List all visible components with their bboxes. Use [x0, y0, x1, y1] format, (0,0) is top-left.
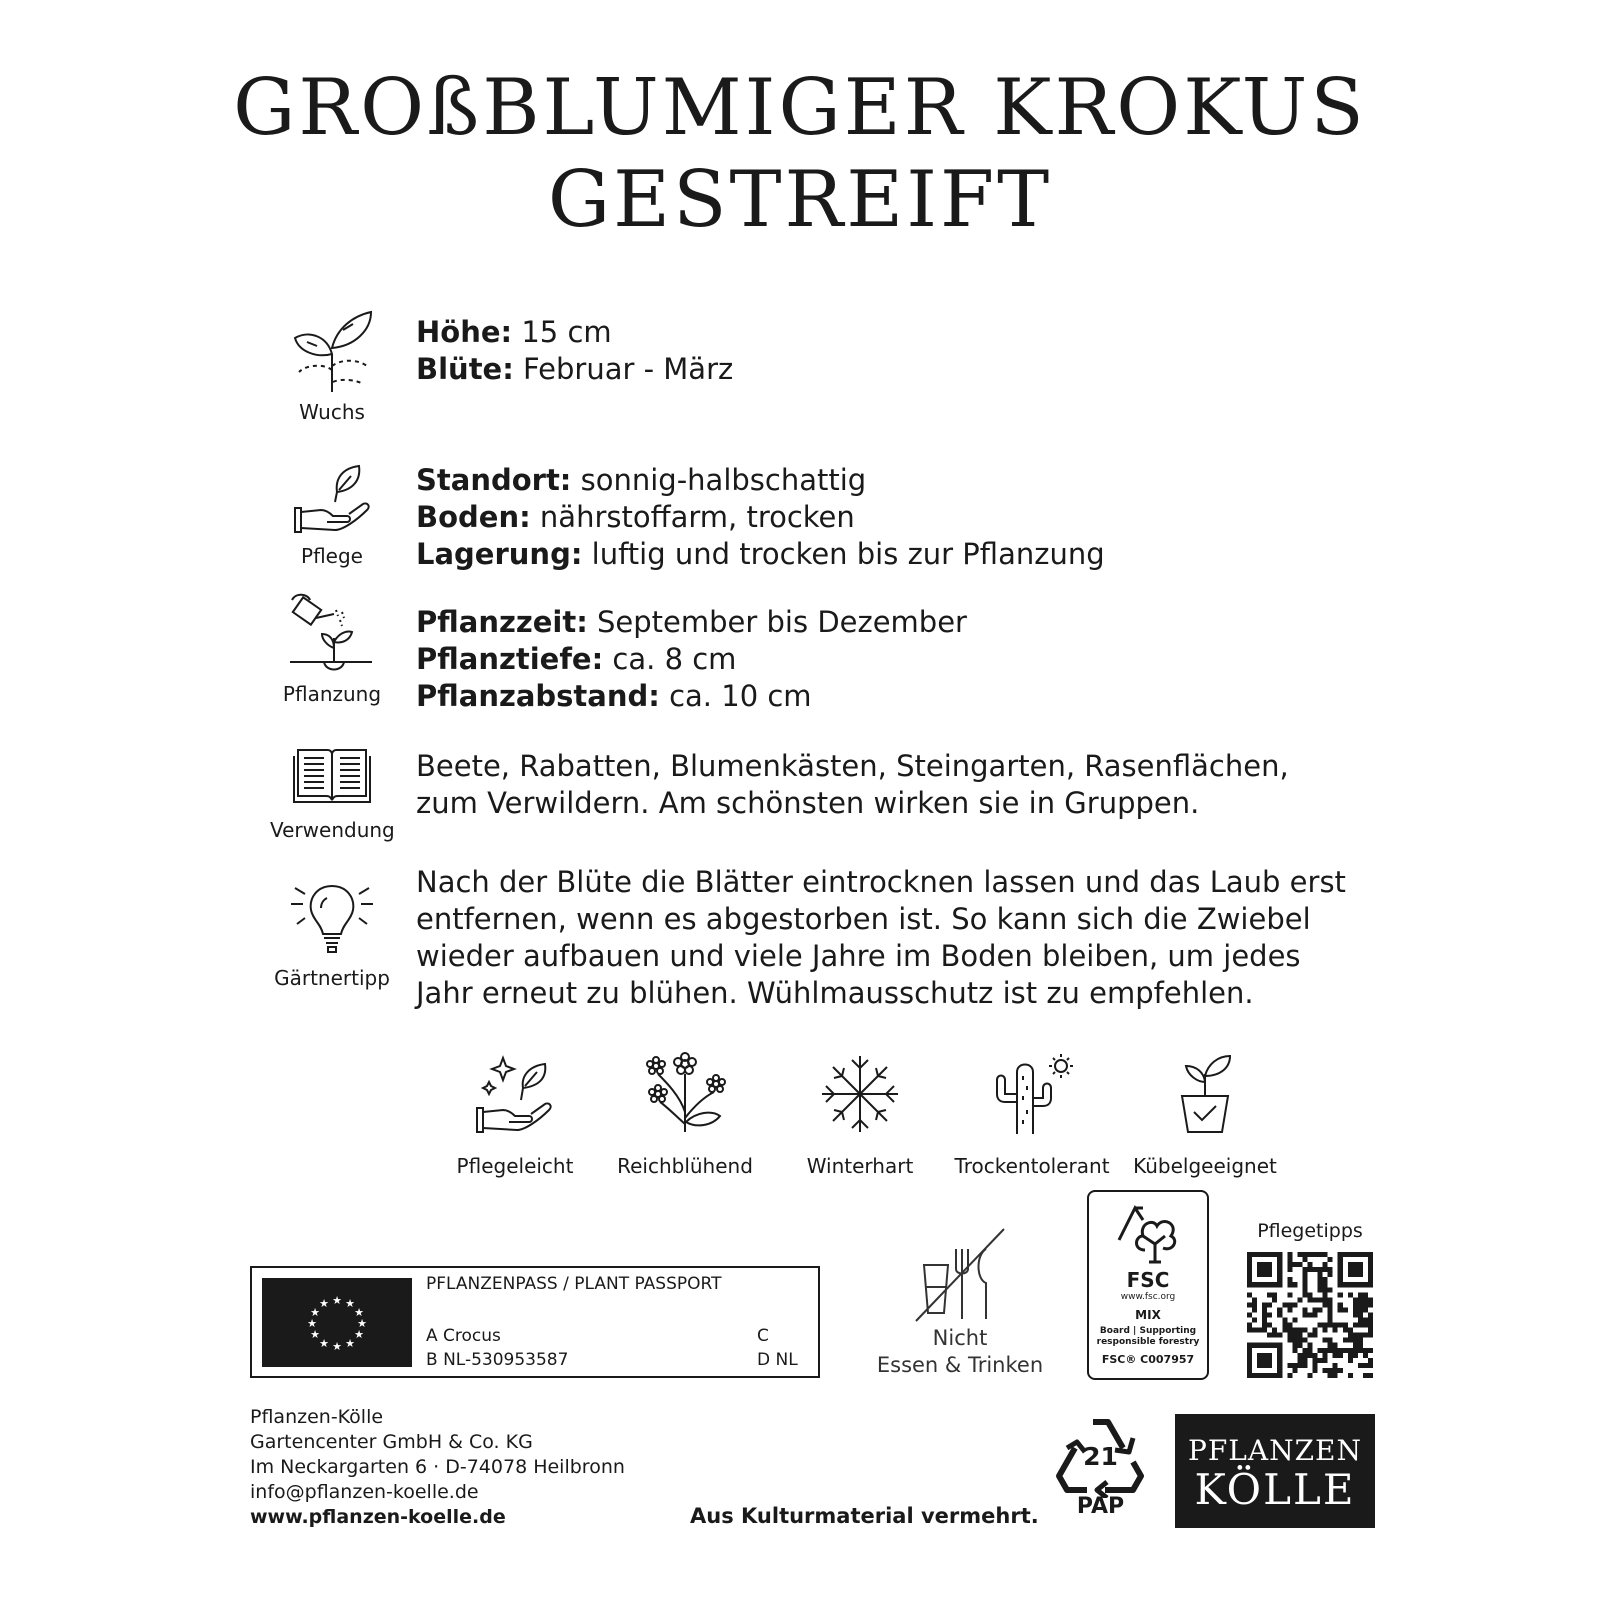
eu-flag-icon	[262, 1278, 412, 1367]
recycle-number: 21	[1083, 1442, 1118, 1471]
info-value: ca. 10 cm	[659, 679, 812, 713]
svg-text:★: ★	[345, 1337, 355, 1350]
info-value: September bis Dezember	[587, 605, 967, 639]
recycling-mark	[1053, 1412, 1148, 1519]
address-line-1: Pflanzen-Kölle	[250, 1406, 384, 1428]
section-paragraph: Nach der Blüte die Blätter eintrocknen lassen und das Laub erst entfernen, wenn es abgestorben ist. So kann sich die Zwiebel wieder aufbauen und viele Jahre im Boden bleiben, um jedes Jahr erneut zu blühen. Wühlmausschutz ist zu empfehlen.	[416, 865, 1346, 1010]
passport-d: D NL	[757, 1350, 798, 1370]
feature-label: Winterhart	[806, 1154, 914, 1178]
fsc-desc-1: Board | Supporting	[1099, 1326, 1197, 1336]
fsc-mix: MIX	[1135, 1308, 1161, 1322]
feature-kuebelgeeignet	[1120, 1052, 1290, 1178]
flowers-icon	[640, 1052, 730, 1136]
svg-text:★: ★	[319, 1337, 329, 1350]
title-line-2: GESTREIFT	[547, 155, 1053, 245]
section-label: Verwendung	[270, 818, 395, 842]
section-label: Wuchs	[299, 400, 365, 424]
info-key: Pflanztiefe:	[416, 642, 604, 676]
qr-label: Pflegetipps	[1257, 1220, 1363, 1242]
section-label: Gärtnertipp	[274, 966, 390, 990]
passport-c: C	[757, 1326, 769, 1346]
logo-line-2: KÖLLE	[1194, 1465, 1356, 1514]
no-food-drink-icon	[912, 1225, 1008, 1325]
section-text	[416, 462, 1356, 573]
not-edible-line-1: Nicht	[932, 1326, 988, 1350]
info-line	[416, 351, 1356, 388]
section-icon-wrap	[270, 462, 394, 568]
sparkle-hand-leaf-icon	[473, 1052, 557, 1136]
section-label: Pflege	[301, 544, 363, 568]
passport-title: PFLANZENPASS / PLANT PASSPORT	[426, 1274, 722, 1294]
title-line-1: GROßBLUMIGER KROKUS	[233, 63, 1367, 153]
info-line	[416, 314, 1356, 351]
hand-leaf-icon	[287, 462, 377, 538]
watering-can-icon	[286, 592, 378, 682]
svg-text:★: ★	[332, 1340, 342, 1353]
feature-label: Pflegeleicht	[456, 1154, 574, 1178]
recycle-code: PAP	[1076, 1494, 1125, 1519]
company-address	[250, 1405, 625, 1530]
light-bulb-icon	[287, 880, 377, 956]
svg-text:★: ★	[357, 1317, 367, 1330]
address-email[interactable]: info@pflanzen-koelle.de	[250, 1481, 479, 1503]
section-text	[416, 604, 1356, 715]
fsc-desc-2: responsible forestry	[1096, 1337, 1200, 1347]
svg-text:★: ★	[354, 1328, 364, 1341]
feature-pflegeleicht	[430, 1052, 600, 1178]
info-value: sonnig-halbschattig	[571, 463, 867, 497]
cactus-sun-icon	[987, 1052, 1077, 1136]
info-value: nährstoffarm, trocken	[530, 500, 855, 534]
svg-text:★: ★	[307, 1317, 317, 1330]
feature-label: Reichblühend	[617, 1154, 753, 1178]
brand-logo	[1175, 1414, 1375, 1528]
section-label: Pflanzung	[282, 682, 382, 706]
info-line	[416, 678, 1356, 715]
open-book-icon	[292, 744, 372, 806]
info-line	[416, 604, 1356, 641]
not-edible-line-2: Essen & Trinken	[876, 1353, 1044, 1377]
eu-stars-icon	[262, 1278, 412, 1367]
svg-text:★: ★	[354, 1306, 364, 1319]
svg-text:★: ★	[332, 1294, 342, 1307]
section-icon-wrap	[270, 308, 394, 424]
qr-block	[1245, 1220, 1375, 1378]
address-line-3: Im Neckargarten 6 · D-74078 Heilbronn	[250, 1456, 625, 1478]
feature-winterhart	[775, 1052, 945, 1178]
section-icon-wrap	[270, 880, 394, 990]
info-key: Höhe:	[416, 315, 513, 349]
qr-code-icon[interactable]	[1247, 1252, 1373, 1378]
info-key: Pflanzzeit:	[416, 605, 588, 639]
section-icon-wrap	[270, 592, 394, 706]
fsc-label	[1087, 1190, 1209, 1380]
info-key: Lagerung:	[416, 537, 583, 571]
not-edible-notice	[865, 1225, 1055, 1379]
info-key: Blüte:	[416, 352, 514, 386]
plant-growth-icon	[287, 308, 377, 394]
passport-a: A Crocus	[426, 1326, 501, 1346]
section-text	[416, 314, 1356, 388]
info-value: Februar - März	[513, 352, 734, 386]
feature-trockentolerant	[947, 1052, 1117, 1178]
potted-plant-icon	[1170, 1052, 1240, 1136]
address-line-2: Gartencenter GmbH & Co. KG	[250, 1431, 533, 1453]
fsc-url: www.fsc.org	[1120, 1292, 1176, 1302]
logo-line-1: PFLANZEN	[1188, 1434, 1362, 1467]
page-title	[0, 62, 1600, 246]
info-line	[416, 462, 1356, 499]
fsc-tree-icon	[1113, 1200, 1183, 1270]
svg-text:★: ★	[345, 1297, 355, 1310]
info-line	[416, 536, 1356, 573]
info-key: Pflanzabstand:	[416, 679, 660, 713]
info-key: Boden:	[416, 500, 531, 534]
fsc-code: FSC® C007957	[1101, 1353, 1195, 1366]
info-line	[416, 499, 1356, 536]
passport-b: B NL-530953587	[426, 1350, 569, 1370]
info-value: ca. 8 cm	[603, 642, 737, 676]
info-key: Standort:	[416, 463, 572, 497]
info-value: luftig und trocken bis zur Pflanzung	[582, 537, 1105, 571]
svg-text:★: ★	[319, 1297, 329, 1310]
info-line	[416, 641, 1356, 678]
snowflake-icon	[818, 1052, 902, 1136]
svg-text:★: ★	[310, 1306, 320, 1319]
plant-passport	[250, 1266, 820, 1378]
feature-reichbluehend	[600, 1052, 770, 1178]
address-website[interactable]: www.pflanzen-koelle.de	[250, 1506, 506, 1528]
feature-label: Kübelgeeignet	[1133, 1154, 1277, 1178]
svg-text:★: ★	[310, 1328, 320, 1341]
section-icon-wrap	[270, 744, 394, 842]
propagation-notice: Aus Kulturmaterial vermehrt.	[690, 1504, 1039, 1528]
section-paragraph: Beete, Rabatten, Blumenkästen, Steingarten, Rasenflächen, zum Verwildern. Am schönsten wirken sie in Gruppen.	[416, 749, 1289, 820]
feature-label: Trockentolerant	[954, 1154, 1110, 1178]
info-value: 15 cm	[512, 315, 612, 349]
features-row	[430, 1052, 1300, 1182]
fsc-name: FSC	[1126, 1268, 1170, 1292]
